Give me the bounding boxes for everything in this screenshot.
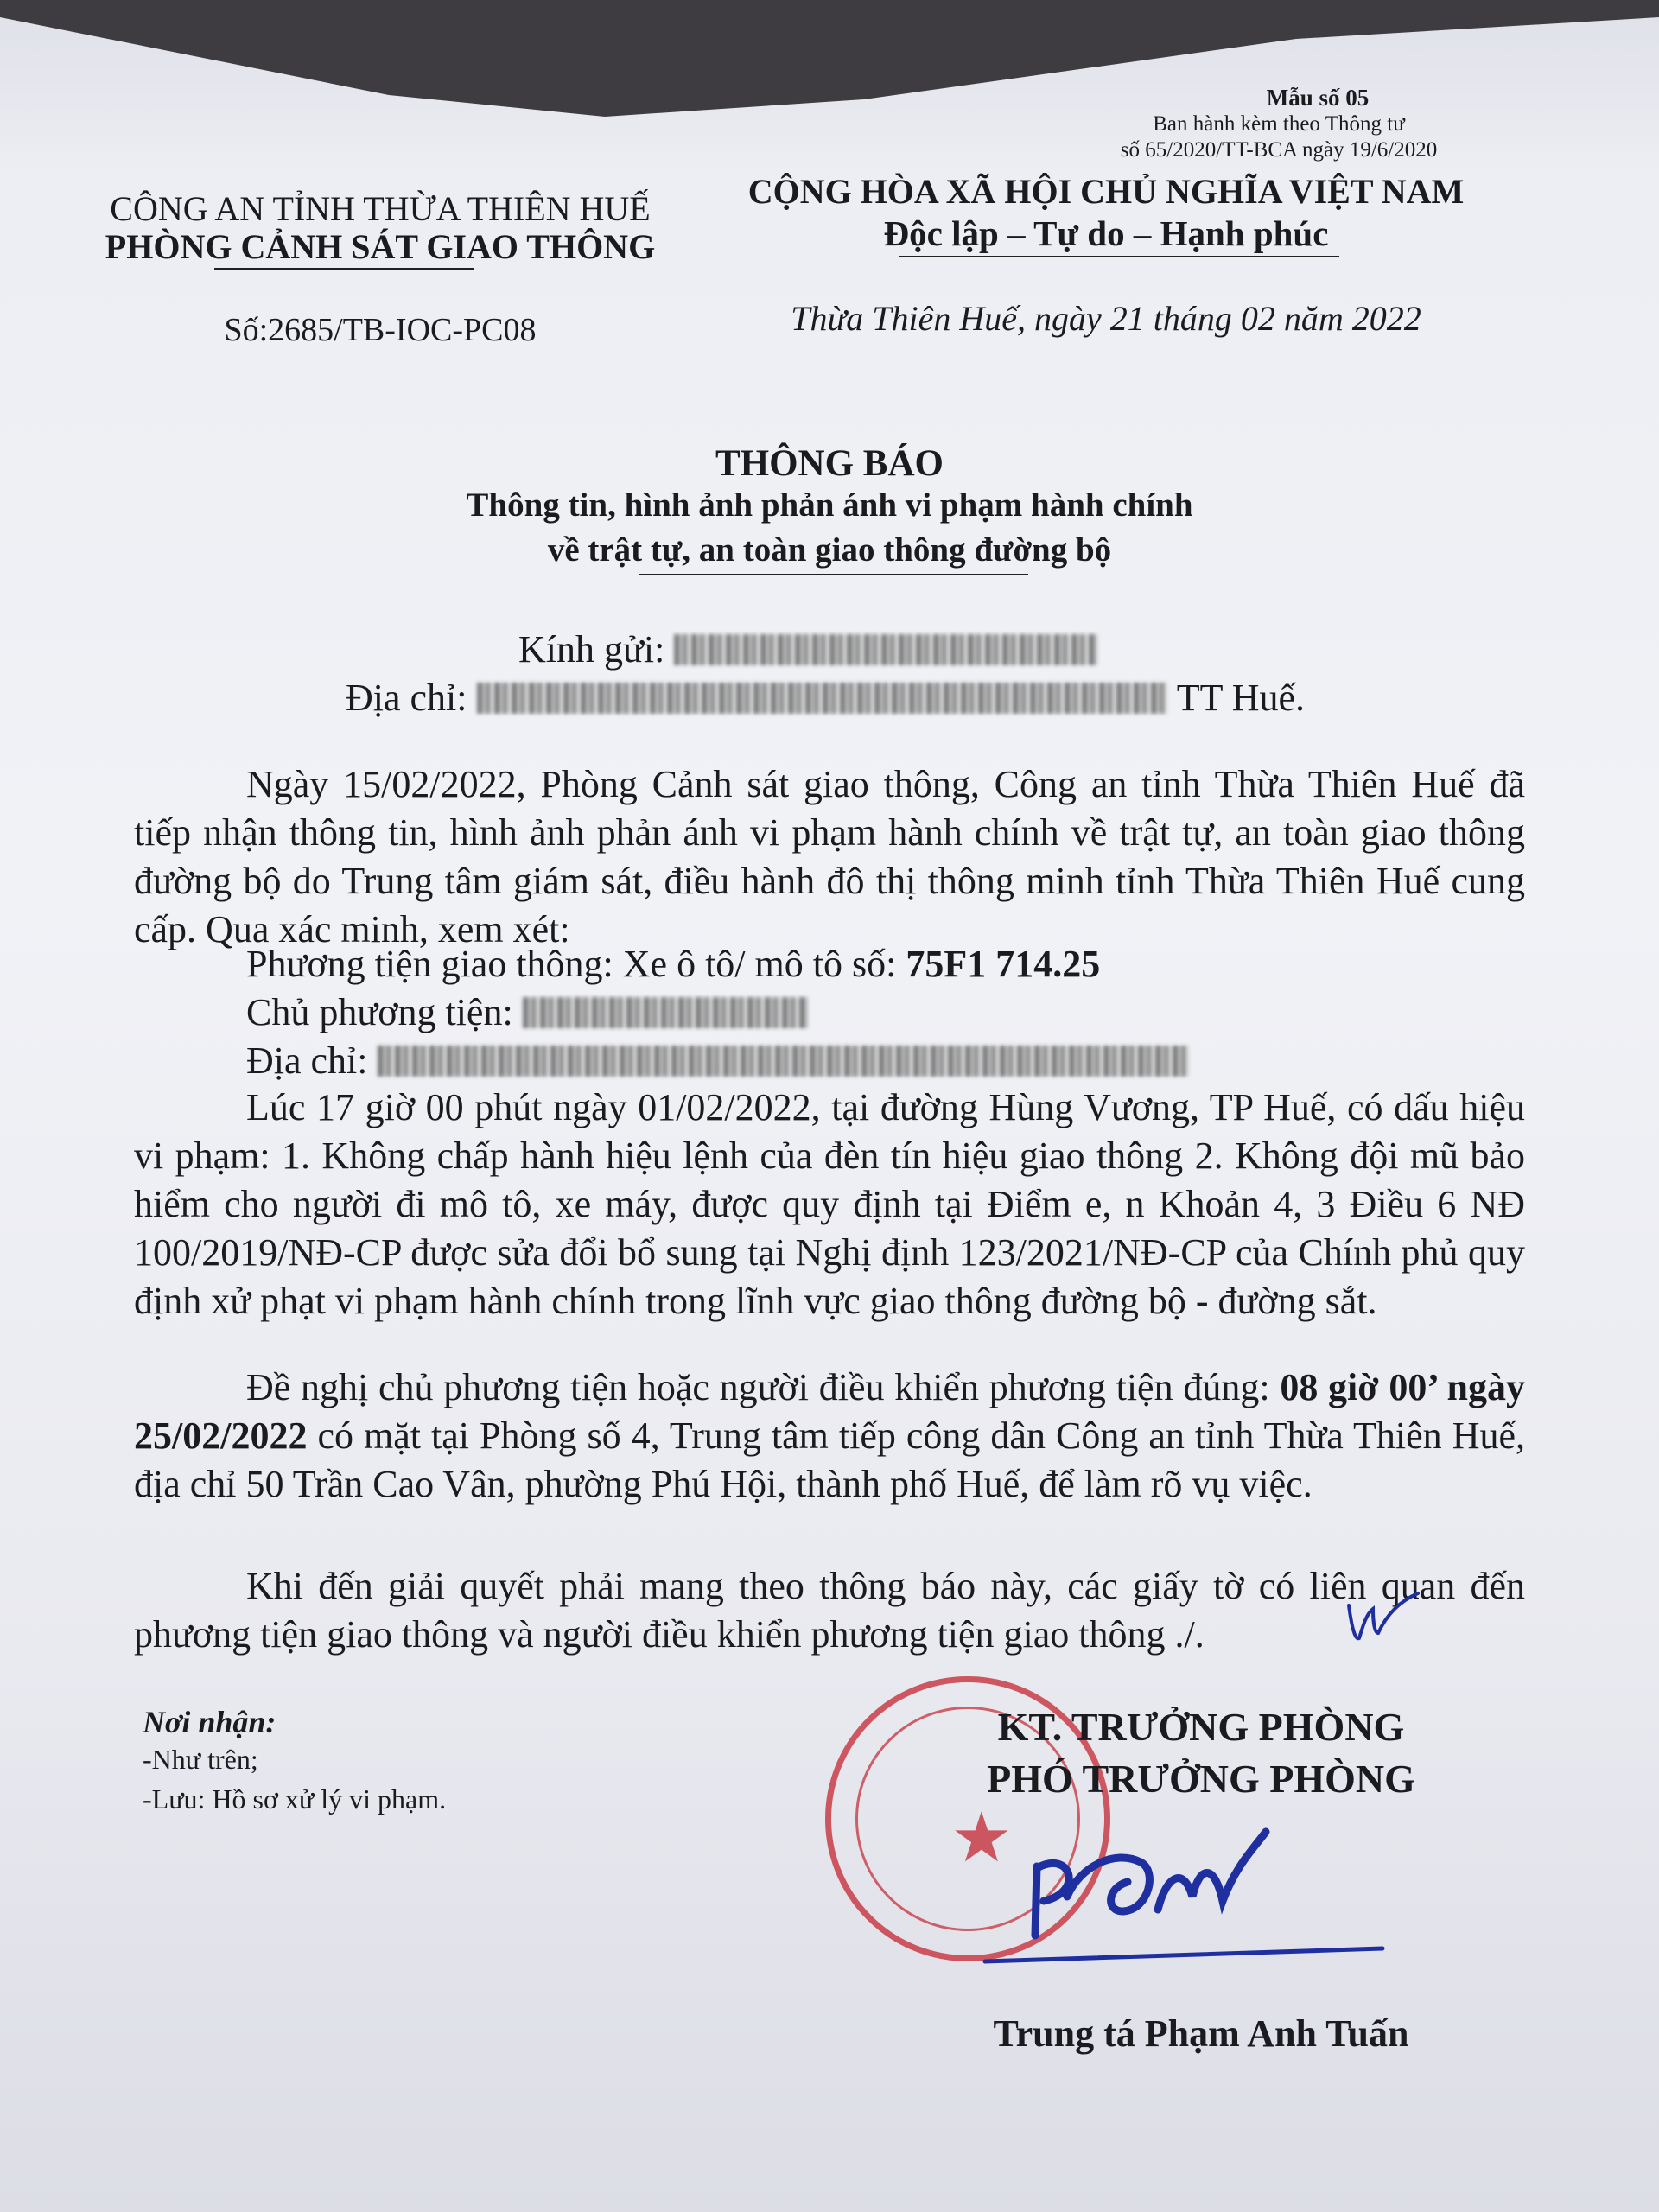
paragraph-summons <box>134 1363 1525 1509</box>
vehicle-line <box>246 940 1100 988</box>
form-number: Mẫu số 05 <box>1266 85 1370 111</box>
vehicle-label: Phương tiện giao thông: Xe ô tô/ mô tô số: <box>246 943 897 985</box>
signature-title-1: KT. TRƯỞNG PHÒNG <box>997 1705 1405 1749</box>
place-date: Thừa Thiên Huế, ngày 21 tháng 02 năm 2022 <box>791 299 1421 338</box>
form-issued-line2: số 65/2020/TT-BCA ngày 19/6/2020 <box>1120 138 1438 162</box>
motto-underline <box>899 256 1339 257</box>
owner-address-line <box>246 1037 1190 1085</box>
summons-text-b: có mặt tại Phòng số 4, Trung tâm tiếp công dân Công an tỉnh Thừa Thiên Huế, địa chỉ 50 Trần Cao Vân, phường Phú Hội, thành phố Huế, để làm rõ vụ việc. <box>134 1414 1526 1505</box>
owner-label: Chủ phương tiện: <box>246 991 513 1033</box>
paragraph-requirements-text: Khi đến giải quyết phải mang theo thông báo này, các giấy tờ có liên quan đến phương tiện giao thông và người điều khiển phương tiện giao thông ./. <box>134 1565 1525 1656</box>
recipients-item-1: -Như trên; <box>143 1744 258 1775</box>
summons-time: 08 giờ 00’ ngày 25/02/2022 <box>134 1366 1525 1457</box>
paragraph-violation <box>134 1084 1525 1325</box>
signature-title-2: PHÓ TRƯỞNG PHÒNG <box>987 1757 1415 1801</box>
recipient-address-tail: TT Huế. <box>1176 677 1305 719</box>
handwritten-signature <box>976 1815 1408 1970</box>
state-motto: Độc lập – Tự do – Hạnh phúc <box>883 213 1329 253</box>
owner-name-redacted <box>523 997 808 1028</box>
seal-star-icon: ★ <box>950 1797 1013 1878</box>
document-number: Số:2685/TB-IOC-PC08 <box>224 312 537 348</box>
form-issued-line1: Ban hành kèm theo Thông tư <box>1153 112 1405 136</box>
agency-unit: PHÒNG CẢNH SÁT GIAO THÔNG <box>105 227 656 266</box>
vehicle-plate: 75F1 714.25 <box>906 943 1101 985</box>
owner-address-label: Địa chỉ: <box>246 1039 368 1082</box>
recipient-name-redacted <box>674 634 1097 665</box>
agency-parent: CÔNG AN TỈNH THỪA THIÊN HUẾ <box>110 189 651 228</box>
recipients-item-2: -Lưu: Hồ sơ xử lý vi phạm. <box>143 1783 447 1815</box>
owner-address-redacted <box>378 1046 1190 1077</box>
recipient-line <box>518 626 1097 674</box>
signer-name: Trung tá Phạm Anh Tuấn <box>993 2012 1409 2055</box>
initial-check-mark <box>1344 1588 1421 1649</box>
notice-title: THÔNG BÁO <box>715 443 944 484</box>
paragraph-intro <box>134 760 1525 954</box>
recipient-address-redacted <box>477 683 1168 714</box>
notice-subtitle-2: về trật tự, an toàn giao thông đường bộ <box>547 531 1112 569</box>
recipient-label: Kính gửi: <box>518 628 665 671</box>
summons-text-a: Đề nghị chủ phương tiện hoặc người điều khiển phương tiện đúng: <box>246 1366 1270 1408</box>
state-name: CỘNG HÒA XÃ HỘI CHỦ NGHĨA VIỆT NAM <box>747 172 1465 211</box>
paragraph-requirements <box>134 1562 1525 1659</box>
paragraph-summons-text <box>134 1363 1525 1509</box>
recipients-label: Nơi nhận: <box>143 1705 276 1739</box>
recipient-address-label: Địa chỉ: <box>346 677 467 719</box>
agency-underline <box>214 268 474 270</box>
paragraph-intro-text: Ngày 15/02/2022, Phòng Cảnh sát giao thông, Công an tỉnh Thừa Thiên Huế đã tiếp nhận thông tin, hình ảnh phản ánh vi phạm hành chính về trật tự, an toàn giao thông đường bộ do Trung tâm giám sát, điều hành đô thị thông minh tỉnh Thừa Thiên Huế cung cấp. Qua xác minh, xem xét: <box>134 763 1525 950</box>
recipient-address-line <box>346 674 1305 722</box>
paragraph-violation-text: Lúc 17 giờ 00 phút ngày 01/02/2022, tại đường Hùng Vương, TP Huế, có dấu hiệu vi phạm: 1. Không chấp hành hiệu lệnh của đèn tín hiệu giao thông 2. Không đội mũ bảo hiểm cho người đi mô tô, xe máy, được quy định tại Điểm e, n Khoản 4, 3 Điều 6 NĐ 100/2019/NĐ-CP được sửa đổi bổ sung tại Nghị định 123/2021/NĐ-CP của Chính phủ quy định xử phạt vi phạm hành chính trong lĩnh vực giao thông đường bộ - đường sắt. <box>134 1086 1525 1322</box>
notice-subtitle-1: Thông tin, hình ảnh phản ánh vi phạm hành chính <box>466 486 1193 524</box>
title-underline <box>639 574 1028 575</box>
owner-line <box>246 988 808 1037</box>
